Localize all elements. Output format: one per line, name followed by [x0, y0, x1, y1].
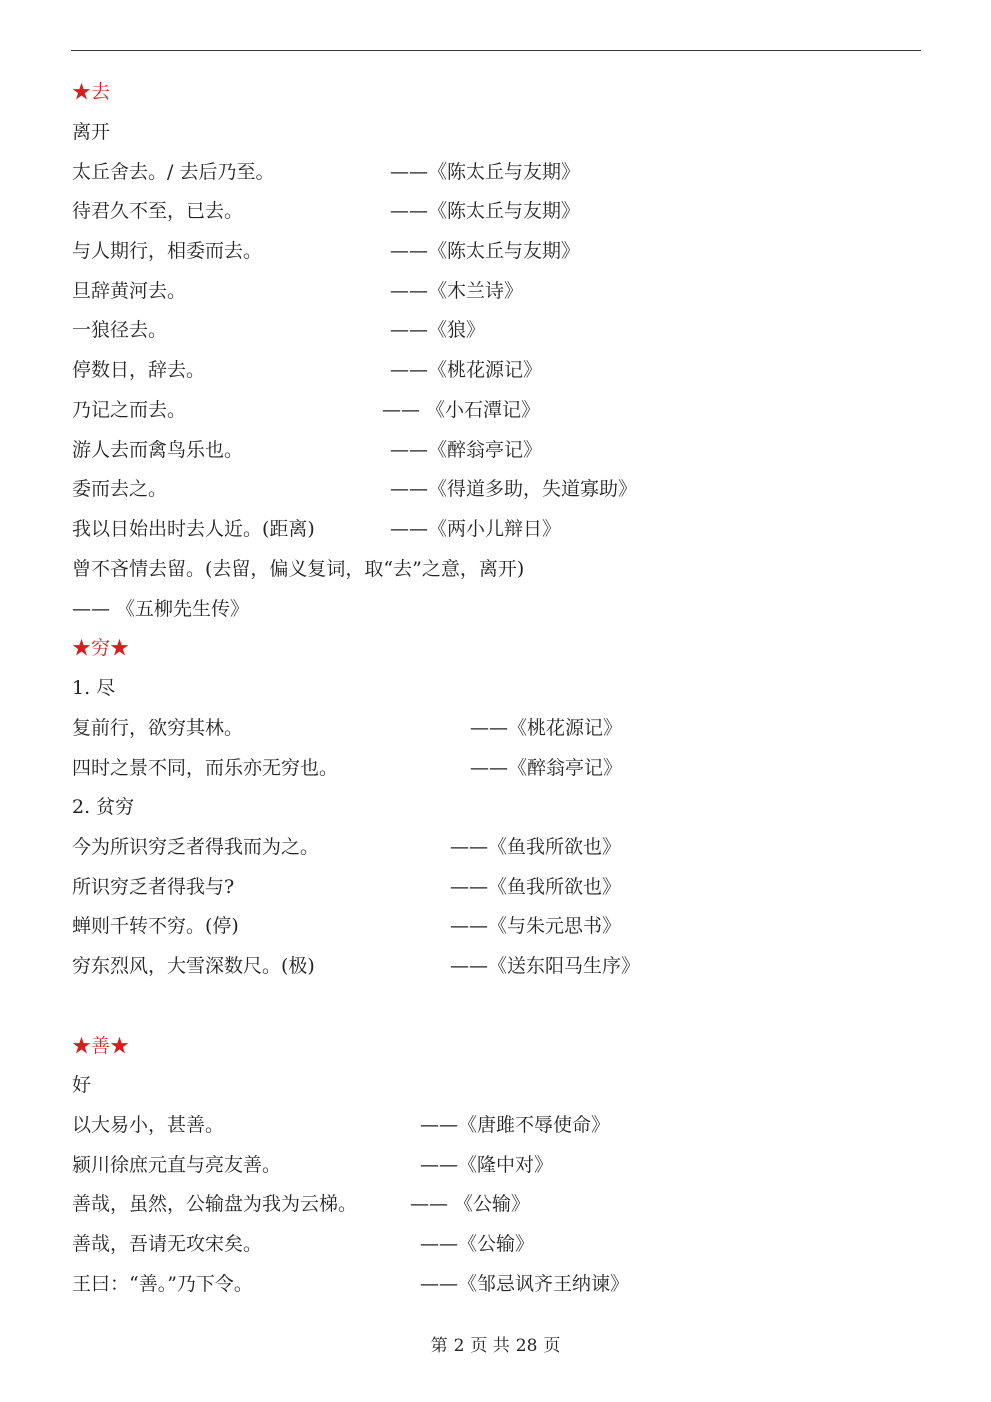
example-text: 所识穷乏者得我与?: [72, 876, 235, 898]
example-source: ——《两小儿辩日》: [390, 518, 562, 540]
footer-prefix: 第: [430, 1336, 448, 1356]
example-source: ——《唐雎不辱使命》: [420, 1114, 611, 1136]
example-source: ——《与朱元思书》: [450, 915, 622, 937]
example-source: —— 《五柳先生传》: [72, 598, 250, 620]
footer-mid: 页 共: [470, 1336, 510, 1356]
example-source: —— 《小石潭记》: [382, 399, 541, 421]
meaning-label: 离开: [72, 121, 111, 143]
example-source: ——《得道多助，失道寡助》: [390, 478, 638, 500]
example-text: 善哉，吾请无攻宋矣。: [72, 1233, 263, 1255]
example-source: ——《公输》: [420, 1233, 535, 1255]
example-source: ——《桃花源记》: [390, 359, 543, 381]
example-source: ——《陈太丘与友期》: [390, 200, 581, 222]
example-text: 蝉则千转不穷。(停): [72, 915, 239, 937]
example-text: 停数日，辞去。: [72, 359, 206, 381]
page-footer: [0, 1333, 991, 1359]
example-text: 游人去而禽鸟乐也。: [72, 439, 244, 461]
example-text: 我以日始出时去人近。(距离): [72, 518, 315, 540]
meaning-label: 1. 尽: [72, 677, 116, 699]
example-source: ——《木兰诗》: [390, 280, 524, 302]
header-rule: [71, 50, 921, 51]
example-source: ——《桃花源记》: [470, 717, 623, 739]
example-text: 今为所识穷乏者得我而为之。: [72, 836, 320, 858]
example-text: 颍川徐庶元直与亮友善。: [72, 1154, 282, 1176]
example-source: ——《邹忌讽齐王纳谏》: [420, 1273, 630, 1295]
example-text: 与人期行，相委而去。: [72, 240, 263, 262]
example-source: ——《陈太丘与友期》: [390, 161, 581, 183]
example-source: ——《狼》: [390, 319, 486, 341]
meaning-label: 好: [72, 1074, 92, 1096]
example-text: 以大易小，甚善。: [72, 1114, 225, 1136]
section-heading-qiong: ★穷★: [72, 637, 130, 659]
example-text: 四时之景不同，而乐亦无穷也。: [72, 757, 339, 779]
example-text: 复前行，欲穷其林。: [72, 717, 244, 739]
meaning-label: 2. 贫穷: [72, 796, 135, 818]
example-source: ——《鱼我所欲也》: [450, 876, 622, 898]
example-text: 太丘舍去。/ 去后乃至。: [72, 161, 275, 183]
section-heading-qu: ★去: [72, 81, 111, 103]
example-text: 委而去之。: [72, 478, 168, 500]
footer-page-number: 2: [453, 1336, 465, 1356]
example-text: 待君久不至，已去。: [72, 200, 244, 222]
example-text: 王曰：“善。”乃下令。: [72, 1273, 253, 1295]
example-text: 一狼径去。: [72, 319, 168, 341]
section-heading-shan: ★善★: [72, 1035, 130, 1057]
footer-total-pages: 28: [515, 1336, 538, 1356]
example-text: 曾不吝情去留。(去留，偏义复词，取“去”之意，离开): [72, 558, 525, 580]
example-source: —— 《公输》: [410, 1193, 531, 1215]
example-text: 善哉，虽然，公输盘为我为云梯。: [72, 1193, 358, 1215]
example-source: ——《鱼我所欲也》: [450, 836, 622, 858]
example-source: ——《隆中对》: [420, 1154, 554, 1176]
example-text: 穷东烈风，大雪深数尺。(极): [72, 955, 315, 977]
example-source: ——《送东阳马生序》: [450, 955, 641, 977]
example-source: ——《陈太丘与友期》: [390, 240, 581, 262]
example-source: ——《醉翁亭记》: [390, 439, 543, 461]
example-text: 乃记之而去。: [72, 399, 187, 421]
example-text: 旦辞黄河去。: [72, 280, 187, 302]
footer-suffix: 页: [543, 1336, 561, 1356]
example-source: ——《醉翁亭记》: [470, 757, 623, 779]
